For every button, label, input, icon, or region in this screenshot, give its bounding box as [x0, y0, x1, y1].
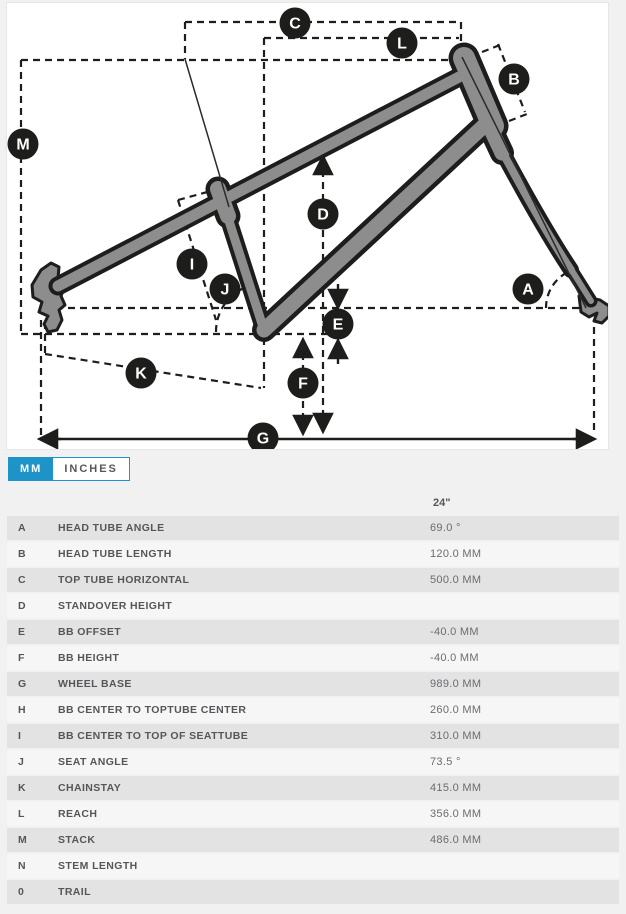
svg-text:K: K [135, 365, 147, 383]
svg-text:M: M [16, 136, 30, 154]
cell-name: HEAD TUBE LENGTH [58, 548, 172, 560]
cell-key: F [18, 652, 25, 664]
table-row [7, 724, 619, 748]
table-row [7, 672, 619, 696]
table-row [7, 828, 619, 852]
cell-name: STANDOVER HEIGHT [58, 600, 173, 612]
cell-name: BB CENTER TO TOP OF SEATTUBE [58, 730, 249, 742]
cell-name: HEAD TUBE ANGLE [58, 522, 165, 534]
diagram-label-D [308, 199, 339, 230]
cell-value [430, 594, 619, 618]
cell-value: 486.0 MM [430, 834, 482, 846]
svg-text:I: I [189, 256, 195, 274]
diagram-label-C [280, 8, 311, 39]
cell-name: SEAT ANGLE [58, 756, 129, 768]
diagram-label-A [513, 274, 544, 305]
cell-value: 500.0 MM [430, 574, 482, 586]
svg-text:C: C [289, 15, 301, 33]
svg-text:D: D [317, 206, 329, 224]
table-row [7, 776, 619, 800]
svg-text:B: B [508, 71, 520, 89]
table-row [7, 880, 619, 904]
size-column-header: 24" [433, 497, 451, 509]
cell-value: -40.0 MM [430, 626, 479, 638]
cell-key: E [18, 626, 26, 638]
cell-name: CHAINSTAY [58, 782, 122, 794]
cell-key: D [18, 600, 26, 612]
cell-value: 310.0 MM [430, 730, 482, 742]
svg-text:E: E [332, 316, 344, 334]
diagram-label-G [248, 423, 279, 450]
frame-outline [58, 58, 591, 330]
cell-name: TOP TUBE HORIZONTAL [58, 574, 190, 586]
cell-name: TRAIL [58, 886, 91, 898]
top-tube [58, 77, 459, 286]
diagram-label-M [8, 129, 39, 160]
cell-key: C [18, 574, 26, 586]
table-row [7, 620, 619, 644]
geometry-table [7, 516, 619, 906]
steering-axis-line [462, 57, 586, 308]
table-row [7, 802, 619, 826]
cell-value: 260.0 MM [430, 704, 482, 716]
geometry-diagram [6, 2, 609, 450]
table-row [7, 594, 619, 618]
diagram-label-B [499, 64, 530, 95]
svg-text:F: F [298, 375, 308, 393]
cell-key: J [18, 756, 25, 768]
rear-dropout [32, 263, 65, 332]
cell-value: 73.5 ° [430, 756, 461, 768]
table-row [7, 542, 619, 566]
table-row [7, 568, 619, 592]
diagram-label-E [323, 309, 354, 340]
cell-key: B [18, 548, 26, 560]
svg-text:J: J [220, 281, 230, 299]
diagram-label-F [288, 368, 319, 399]
tab-inches[interactable]: INCHES [64, 463, 118, 475]
cell-value: 989.0 MM [430, 678, 482, 690]
cell-key: H [18, 704, 26, 716]
seat-clamp [218, 189, 228, 216]
table-row [7, 646, 619, 670]
svg-text:L: L [397, 35, 407, 53]
diagram-label-J [210, 274, 241, 305]
tab-mm[interactable]: MM [9, 458, 53, 480]
table-row [7, 698, 619, 722]
table-row [7, 750, 619, 774]
cell-name: BB HEIGHT [58, 652, 120, 664]
cell-name: BB CENTER TO TOPTUBE CENTER [58, 704, 247, 716]
cell-value [430, 854, 619, 878]
cell-name: WHEEL BASE [58, 678, 132, 690]
diagram-label-I [177, 249, 208, 280]
cell-key: N [18, 860, 26, 872]
cell-value: -40.0 MM [430, 652, 479, 664]
cell-value: 415.0 MM [430, 782, 482, 794]
unit-toggle [8, 457, 130, 481]
cell-key: A [18, 522, 26, 534]
cell-key: G [18, 678, 27, 690]
dim-a-head-angle-arc [546, 272, 568, 308]
frame-geometry-svg [7, 3, 608, 449]
cell-key: 0 [18, 886, 25, 898]
cell-value: 356.0 MM [430, 808, 482, 820]
fork-upper [497, 142, 571, 270]
cell-key: M [18, 834, 28, 846]
cell-value: 69.0 ° [430, 522, 461, 534]
cell-value: 120.0 MM [430, 548, 482, 560]
cell-name: STACK [58, 834, 96, 846]
cell-name: STEM LENGTH [58, 860, 138, 872]
diagram-label-L [387, 28, 418, 59]
cell-name: REACH [58, 808, 98, 820]
diagram-label-K [126, 358, 157, 389]
dim-b-tick-bottom [509, 114, 527, 121]
cell-value [430, 880, 619, 904]
cell-name: BB OFFSET [58, 626, 122, 638]
table-row [7, 854, 619, 878]
dim-b-tick-top [482, 45, 500, 52]
cell-key: L [18, 808, 25, 820]
svg-text:A: A [522, 281, 534, 299]
table-row [7, 516, 619, 540]
cell-key: K [18, 782, 26, 794]
cell-key: I [18, 730, 22, 742]
svg-text:G: G [256, 430, 270, 448]
